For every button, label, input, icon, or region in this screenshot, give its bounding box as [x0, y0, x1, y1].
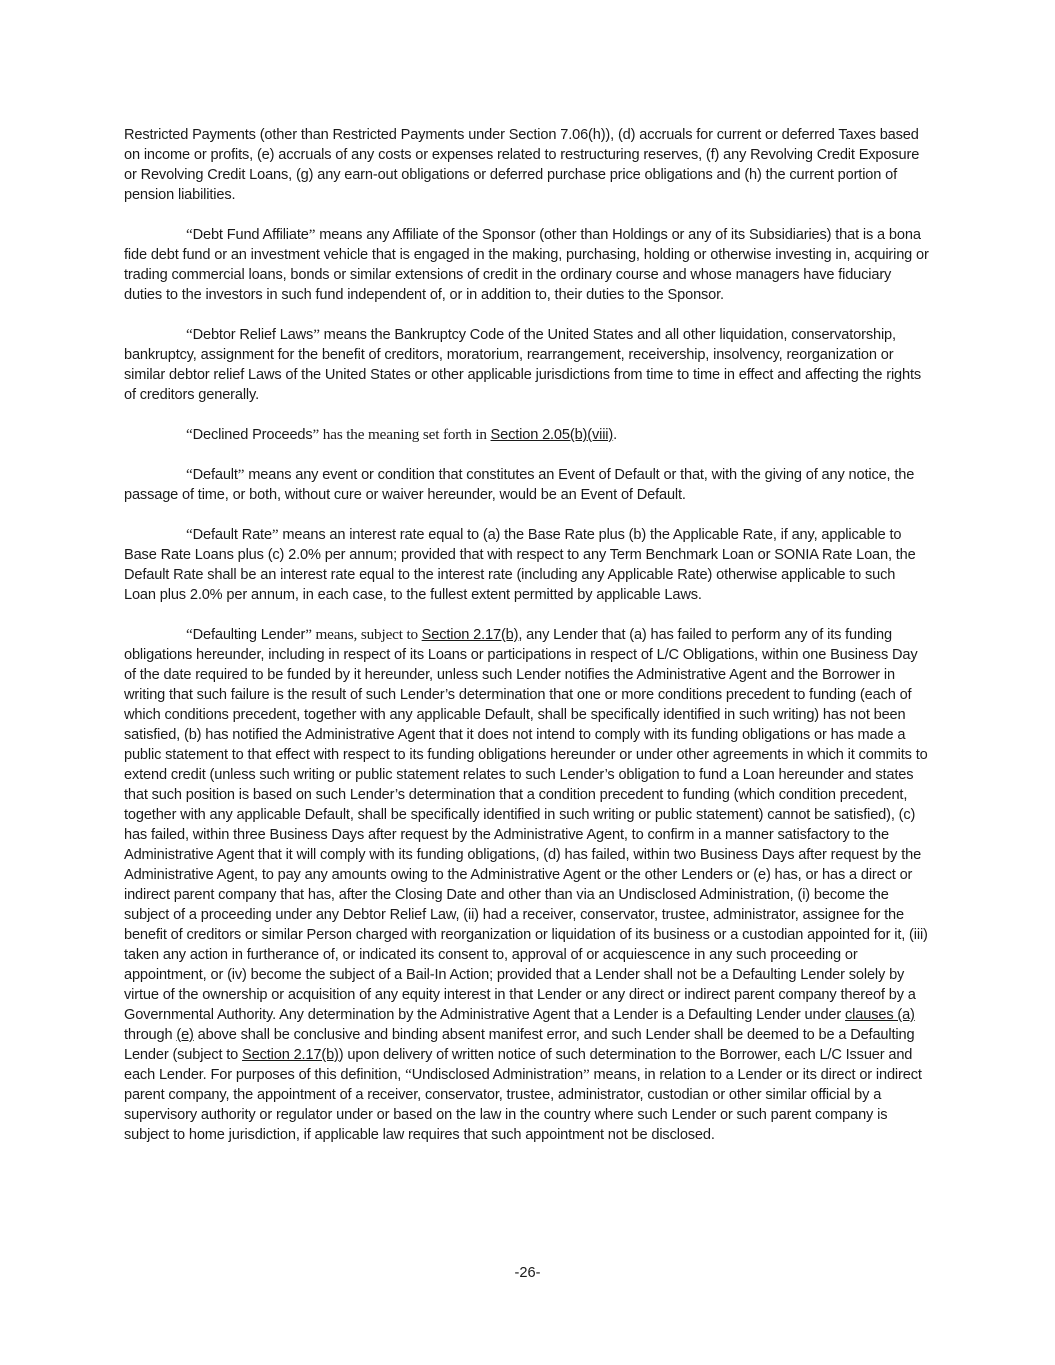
clause-reference: (e): [176, 1027, 194, 1043]
definition-text: means, subject to: [311, 626, 422, 643]
definition-debtor-relief-laws: [124, 325, 930, 405]
definition-text: has the meaning set forth in: [319, 426, 491, 443]
clause-reference: clauses (a): [845, 1007, 915, 1023]
open-quote: “: [405, 1066, 412, 1083]
definition-text: ) upon delivery of written notice of such determination to the Borrower, each L/C Issuer and each Lender. For purposes of this definition,: [124, 1047, 913, 1083]
section-reference: Section 2.05(b)(viii): [490, 427, 614, 443]
defined-term: Defaulting Lender: [192, 627, 306, 643]
open-quote: “: [186, 326, 193, 343]
definition-text: means, in relation to a Lender or its direct or indirect parent company, the appointment of a receiver, conservator, trustee, administrator, custodian or other similar official by a supervisory authority or regulator under or based on the law in the country where such Lender or such parent company is subject to home jurisdiction, if applicable law requires that such appointment not be disclosed.: [124, 1067, 922, 1143]
definition-text: above shall be conclusive and binding absent manifest error, and such Lender shall be deemed to be a Defaulting Lender (subject to: [124, 1027, 915, 1063]
close-quote: ”: [583, 1066, 590, 1083]
open-quote: “: [186, 226, 193, 243]
open-quote: “: [186, 426, 193, 443]
definition-default-rate: [124, 525, 930, 605]
definition-text: through: [124, 1027, 177, 1043]
definition-text: means any Affiliate of the Sponsor (other than Holdings or any of its Subsidiaries) that is a bona fide debt fund or an investment vehicle that is engaged in the making, purchasing, holding or otherwise investing in, acquiring or trading commercial loans, bonds or similar extensions of credit in the ordinary course and whose managers have fiduciary duties to the investors in such fund independent of, or in addition to, their duties to the Sponsor.: [124, 227, 929, 303]
paragraph-text: Restricted Payments (other than Restricted Payments under Section 7.06(h)), (d) accruals for current or deferred Taxes based on income or profits, (e) accruals of any costs or expenses related to restructuring reserves, (f) any Revolving Credit Exposure or Revolving Credit Loans, (g) any earn-out obligations or deferred purchase price obligations and (h) the current portion of pension liabilities.: [124, 127, 920, 203]
open-quote: “: [186, 526, 193, 543]
close-quote: ”: [237, 466, 245, 483]
defined-term: Default Rate: [192, 527, 272, 543]
definition-text: means the Bankruptcy Code of the United States and all other liquidation, conservatorship, bankruptcy, assignment for the benefit of creditors, moratorium, rearrangement, receivership, insolvency, reorganization or similar debtor relief Laws of the United States or other applicable jurisdictions from time to time in effect and affecting the rights of creditors generally.: [124, 327, 922, 403]
section-reference: Section 2.17(b): [242, 1047, 339, 1063]
close-quote: ”: [305, 626, 312, 643]
page-number: -26-: [514, 1265, 541, 1281]
definition-text: means an interest rate equal to (a) the Base Rate plus (b) the Applicable Rate, if any, applicable to Base Rate Loans plus (c) 2.0% per annum; provided that with respect to any Term Benchmark Loan or SONIA Rate Loan, the Default Rate shall be an interest rate equal to the interest rate (including any Applicable Rate) otherwise applicable to such Loan plus 2.0% per annum, in each case, to the fullest extent permitted by applicable Laws.: [124, 527, 916, 603]
defined-term: Declined Proceeds: [192, 427, 313, 443]
section-reference: Section 2.17(b): [421, 627, 519, 643]
open-quote: “: [186, 626, 193, 643]
definition-text: means any event or condition that constitutes an Event of Default or that, with the giving of any notice, the passage of time, or both, without cure or waiver hereunder, would be an Event of Default.: [124, 467, 915, 503]
close-quote: ”: [313, 326, 320, 343]
defined-term: Debt Fund Affiliate: [192, 227, 309, 243]
close-quote: ”: [271, 526, 279, 543]
close-quote: ”: [312, 426, 320, 443]
defined-term: Undisclosed Administration: [411, 1067, 584, 1083]
paragraph-continuation: [124, 125, 930, 205]
definition-default: [124, 465, 930, 505]
defined-term: Default: [192, 467, 238, 483]
open-quote: “: [186, 466, 193, 483]
definition-text: , any Lender that (a) has failed to perform any of its funding obligations hereunder, including in respect of its Loans or participations in respect of L/C Obligations, within one Business Day of the date required to be funded by it hereunder, unless such Lender notifies the Administrative Agent and the Borrower in writing that such failure is the result of such Lender’s determination that one or more conditions precedent to funding (each of which conditions precedent, together with any applicable Default, shall be specifically identified in such writing) has not been satisfied, (b) has notified the Administrative Agent that it does not intend to comply with its funding obligations or has made a public statement to that effect with respect to its funding obligations hereunder or under other agreements in which it commits to extend credit (unless such writing or public statement relates to such Lender’s obligation to fund a Loan hereunder and states that such position is based on such Lender’s determination that a condition precedent to funding (which condition precedent, together with any applicable Default, shall be specifically identified in such writing or public statement) cannot be satisfied), (c) has failed, within three Business Days after request by the Administrative Agent, to confirm in a manner satisfactory to the Administrative Agent that it will comply with its funding obligations, (d) has failed, within two Business Days after request by the Administrative Agent, to pay any amounts owing to the Administrative Agent or the other Lenders or (e) has, or has a direct or indirect parent company that has, after the Closing Date and other than via an Undisclosed Administration, (i) become the subject of a proceeding under any Debtor Relief Law, (ii) had a receiver, conservator, trustee, administrator, assignee for the benefit of creditors or similar Person charged with reorganization or liquidation of its business or a custodian appointed for it, (iii) taken any action in furtherance of, or indicated its consent to, approval of or acquiescence in any such proceeding or appointment, or (iv) become the subject of a Bail-In Action; provided that a Lender shall not be a Defaulting Lender solely by virtue of the ownership or acquisition of any equity interest in that Lender or any direct or indirect parent company thereof by a Governmental Authority. Any determination by the Administrative Agent that a Lender is a Defaulting Lender under: [124, 627, 928, 1023]
close-quote: ”: [308, 226, 316, 243]
definition-defaulting-lender: [124, 625, 930, 1145]
period: .: [613, 427, 618, 443]
document-page: [124, 125, 930, 1165]
definition-debt-fund-affiliate: [124, 225, 930, 305]
definition-declined-proceeds: [124, 425, 930, 445]
defined-term: Debtor Relief Laws: [192, 327, 314, 343]
